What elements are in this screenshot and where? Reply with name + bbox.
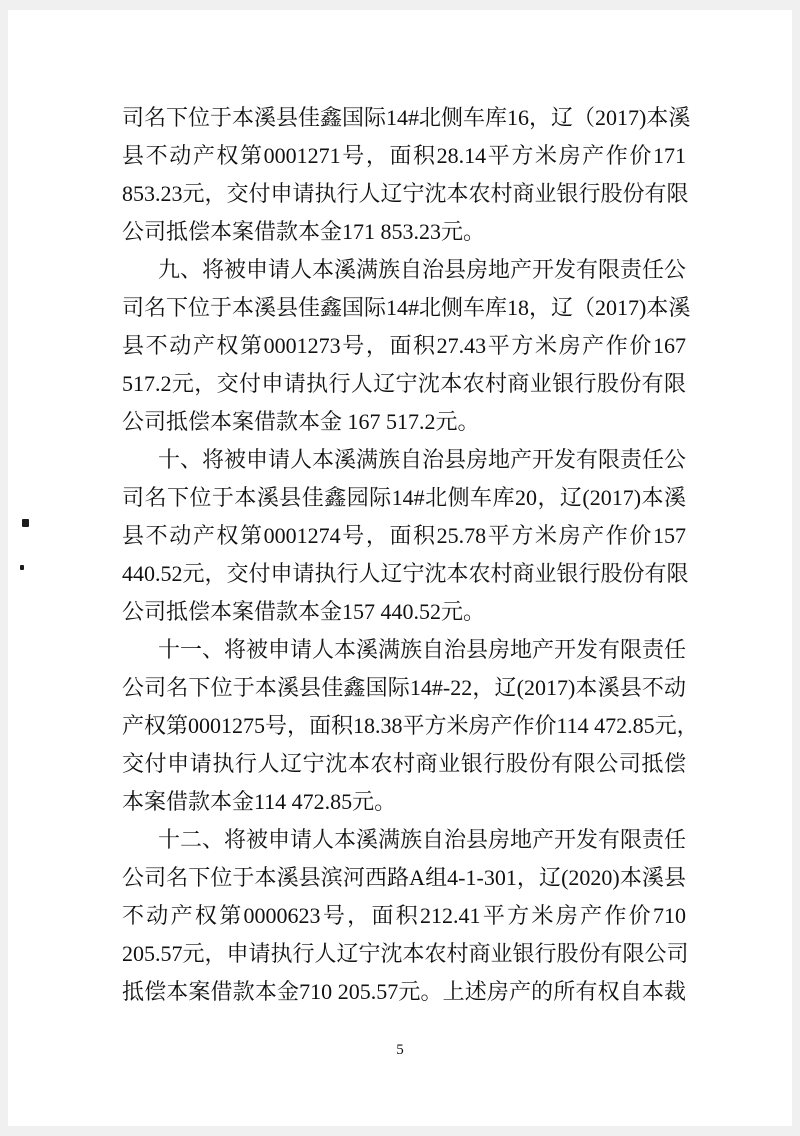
- text-line: 县不动产权第0001271号，面积28.14平方米房产作价171: [122, 143, 686, 168]
- para-8-continued: [122, 99, 691, 251]
- text-line: 公司抵偿本案借款本金 167 517.2元。: [122, 409, 480, 434]
- para-10: [122, 441, 689, 631]
- text-line: 十、将被申请人本溪满族自治县房地产开发有限责任公: [158, 447, 687, 472]
- text-line: 县不动产权第0001273号，面积27.43平方米房产作价167: [122, 333, 686, 358]
- text-line: 十一、将被申请人本溪满族自治县房地产开发有限责任: [158, 637, 687, 662]
- text-line: 公司抵偿本案借款本金171 853.23元。: [122, 219, 486, 244]
- document-body: [122, 99, 699, 1011]
- text-line: 九、将被申请人本溪满族自治县房地产开发有限责任公: [158, 257, 687, 282]
- para-11: [122, 631, 699, 821]
- text-line: 440.52元，交付申请执行人辽宁沈本农村商业银行股份有限: [122, 561, 689, 586]
- text-line: 公司名下位于本溪县佳鑫国际14#-22，辽(2017)本溪县不动: [122, 675, 686, 700]
- text-line: 司名下位于本溪县佳鑫国际14#北侧车库16，辽（2017)本溪: [122, 105, 691, 130]
- text-line: 公司名下位于本溪县滨河西路A组4-1-301，辽(2020)本溪县: [122, 865, 686, 890]
- text-line: 交付申请执行人辽宁沈本农村商业银行股份有限公司抵偿: [122, 751, 686, 776]
- text-line: 十二、将被申请人本溪满族自治县房地产开发有限责任: [158, 827, 687, 852]
- text-line: 产权第0001275号，面积18.38平方米房产作价114 472.85元，: [122, 713, 699, 738]
- text-line: 司名下位于本溪县佳鑫园际14#北侧车库20，辽(2017)本溪: [122, 485, 686, 510]
- para-9: [122, 251, 691, 441]
- text-line: 县不动产权第0001274号，面积25.78平方米房产作价157: [122, 523, 686, 548]
- text-line: 853.23元，交付申请执行人辽宁沈本农村商业银行股份有限: [122, 181, 689, 206]
- scan-speck: [22, 519, 29, 527]
- document-page: [8, 10, 792, 1126]
- text-line: 司名下位于本溪县佳鑫国际14#北侧车库18，辽（2017)本溪: [122, 295, 691, 320]
- scan-speck: [20, 565, 24, 570]
- text-line: 本案借款本金114 472.85元。: [122, 789, 397, 814]
- text-line: 205.57元，申请执行人辽宁沈本农村商业银行股份有限公司: [122, 941, 689, 966]
- text-line: 公司抵偿本案借款本金157 440.52元。: [122, 599, 486, 624]
- text-line: 不动产权第0000623号，面积212.41平方米房产作价710: [122, 903, 686, 928]
- para-12: [122, 821, 689, 1011]
- text-line: 517.2元，交付申请执行人辽宁沈本农村商业银行股份有限: [122, 371, 686, 396]
- text-line: 抵偿本案借款本金710 205.57元。上述房产的所有权自本裁: [122, 979, 686, 1004]
- page-number: 5: [396, 1042, 404, 1058]
